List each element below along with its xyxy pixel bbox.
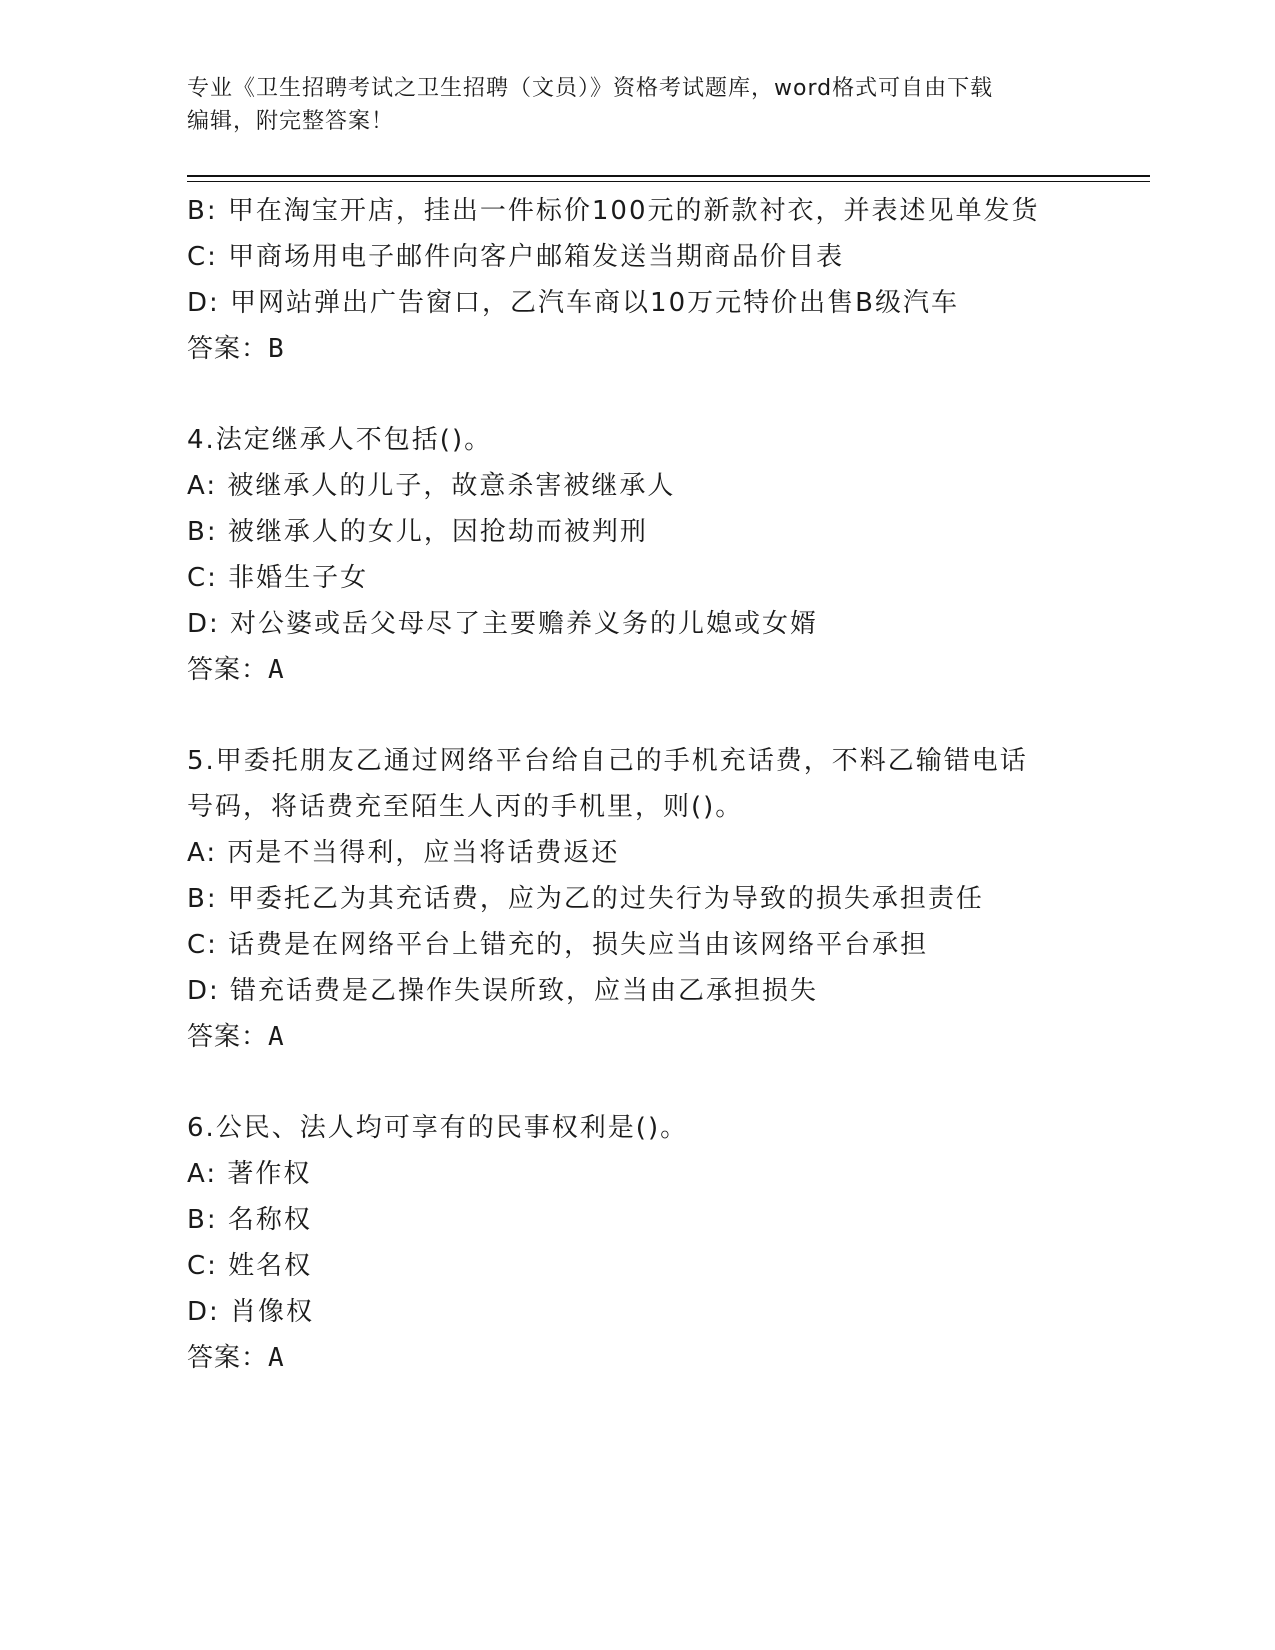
option-b: B: 甲在淘宝开店，挂出一件标价100元的新款衬衣，并表述见单发货 (187, 196, 1040, 226)
question-3-tail (187, 188, 1127, 372)
option-a: A: 著作权 (187, 1159, 312, 1189)
header-line-1: 专业《卫生招聘考试之卫生招聘（文员）》资格考试题库，word格式可自由下载 (187, 76, 994, 101)
document-header (187, 72, 1087, 138)
question-stem-continued: 号码，将话费充至陌生人丙的手机里，则()。 (187, 792, 744, 822)
answer-line: 答案：A (187, 655, 285, 685)
question-stem: 5.甲委托朋友乙通过网络平台给自己的手机充话费，不料乙输错电话 (187, 746, 1028, 776)
option-c: C: 非婚生子女 (187, 563, 369, 593)
option-d: D: 甲网站弹出广告窗口，乙汽车商以10万元特价出售B级汽车 (187, 288, 959, 318)
answer-line: 答案：B (187, 334, 285, 364)
option-d: D: 对公婆或岳父母尽了主要赡养义务的儿媳或女婿 (187, 609, 819, 639)
option-c: C: 甲商场用电子邮件向客户邮箱发送当期商品价目表 (187, 242, 845, 272)
option-a: A: 被继承人的儿子，故意杀害被继承人 (187, 471, 676, 501)
option-c: C: 话费是在网络平台上错充的，损失应当由该网络平台承担 (187, 930, 929, 960)
question-stem: 6.公民、法人均可享有的民事权利是()。 (187, 1113, 689, 1143)
option-a: A: 丙是不当得利，应当将话费返还 (187, 838, 620, 868)
header-divider-thick (187, 175, 1150, 177)
option-b: B: 甲委托乙为其充话费，应为乙的过失行为导致的损失承担责任 (187, 884, 984, 914)
question-6 (187, 1105, 1127, 1381)
spacer (187, 693, 1127, 738)
option-b: B: 名称权 (187, 1205, 312, 1235)
question-stem: 4.法定继承人不包括()。 (187, 425, 493, 455)
option-c: C: 姓名权 (187, 1251, 313, 1281)
spacer (187, 1060, 1127, 1105)
header-line-2: 编辑，附完整答案！ (187, 109, 395, 134)
question-content (187, 188, 1127, 1381)
question-5 (187, 738, 1127, 1060)
header-divider-thin (187, 181, 1150, 182)
answer-line: 答案：A (187, 1022, 285, 1052)
option-d: D: 肖像权 (187, 1297, 315, 1327)
question-4 (187, 417, 1127, 693)
option-d: D: 错充话费是乙操作失误所致，应当由乙承担损失 (187, 976, 819, 1006)
answer-line: 答案：A (187, 1343, 285, 1373)
option-b: B: 被继承人的女儿，因抢劫而被判刑 (187, 517, 648, 547)
spacer (187, 372, 1127, 417)
